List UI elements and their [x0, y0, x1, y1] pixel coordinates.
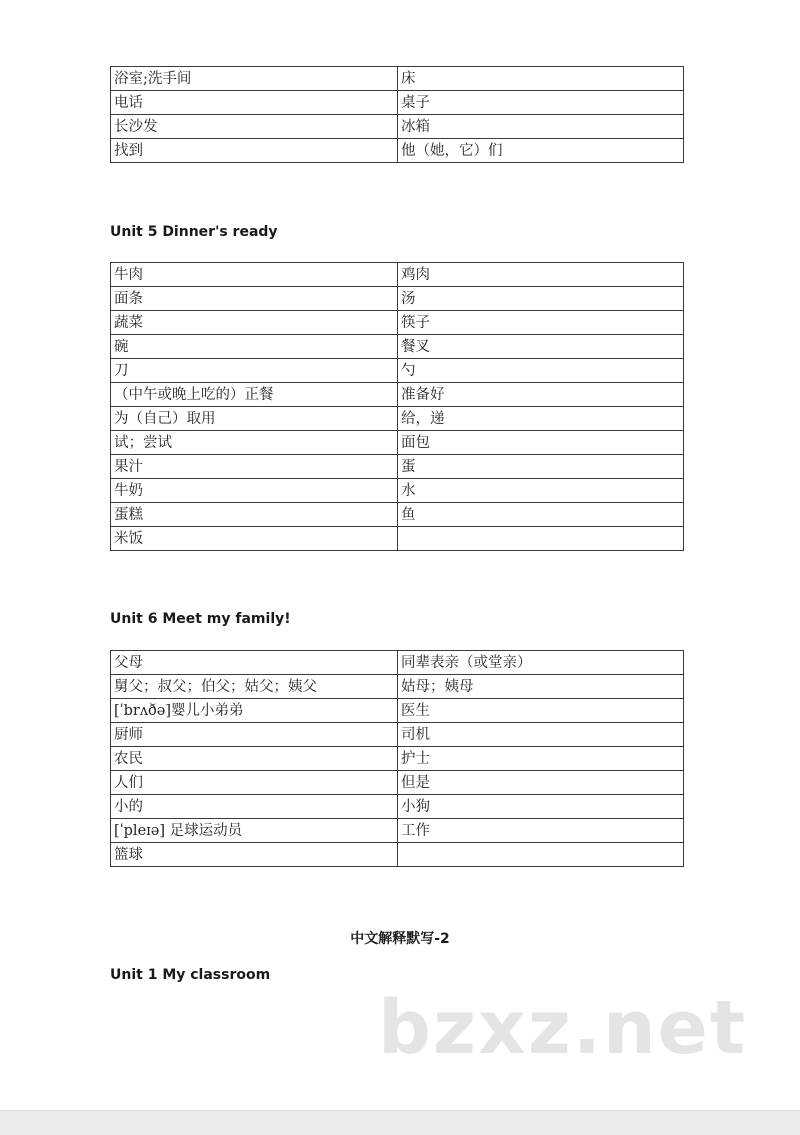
table-row	[111, 819, 684, 843]
table-cell-left: [ˈpleɪə] 足球运动员	[111, 819, 398, 843]
table-row	[111, 287, 684, 311]
table-cell-left: 面条	[111, 287, 398, 311]
watermark: bzxz.net	[378, 985, 748, 1071]
table-row	[111, 139, 684, 163]
table-row	[111, 723, 684, 747]
table-cell-left: 蔬菜	[111, 311, 398, 335]
table-row	[111, 455, 684, 479]
table-cell-right: 桌子	[398, 91, 684, 115]
table-cell-left: 浴室;洗手间	[111, 67, 398, 91]
table-cell-right: 但是	[398, 771, 684, 795]
table-row	[111, 311, 684, 335]
vocab-table-previous-unit	[110, 66, 684, 163]
table-row	[111, 335, 684, 359]
table-cell-left: 牛奶	[111, 479, 398, 503]
table-cell-left: 碗	[111, 335, 398, 359]
unit1-heading: Unit 1 My classroom	[110, 967, 271, 983]
table-cell-right: 勺	[398, 359, 684, 383]
table-cell-left: 厨师	[111, 723, 398, 747]
table-cell-right: 工作	[398, 819, 684, 843]
table-row	[111, 359, 684, 383]
table-cell-left: 篮球	[111, 843, 398, 867]
table-row	[111, 91, 684, 115]
table-cell-right: 水	[398, 479, 684, 503]
table-cell-left: 人们	[111, 771, 398, 795]
table-cell-right	[398, 843, 684, 867]
table-row	[111, 675, 684, 699]
table-cell-right: 筷子	[398, 311, 684, 335]
table-row	[111, 843, 684, 867]
table-row	[111, 407, 684, 431]
table-cell-left: 为（自己）取用	[111, 407, 398, 431]
table-row	[111, 527, 684, 551]
table-cell-right: 面包	[398, 431, 684, 455]
table-cell-right: 他（她，它）们	[398, 139, 684, 163]
vocab-table-unit6	[110, 650, 684, 867]
table-cell-right: 冰箱	[398, 115, 684, 139]
table-cell-left: 父母	[111, 651, 398, 675]
table-row	[111, 795, 684, 819]
table-cell-left: 蛋糕	[111, 503, 398, 527]
table-cell-right: 同辈表亲（或堂亲）	[398, 651, 684, 675]
table-cell-right: 给，递	[398, 407, 684, 431]
table-row	[111, 67, 684, 91]
table-row	[111, 651, 684, 675]
table-cell-left: 舅父；叔父；伯父；姑父；姨父	[111, 675, 398, 699]
page-bottom-edge	[0, 1110, 800, 1135]
table-cell-left: 找到	[111, 139, 398, 163]
unit6-heading: Unit 6 Meet my family!	[110, 611, 291, 627]
table-cell-right: 鱼	[398, 503, 684, 527]
table-cell-right: 小狗	[398, 795, 684, 819]
table-row	[111, 263, 684, 287]
section-title: 中文解释默写-2	[350, 931, 450, 947]
table-cell-left: 牛肉	[111, 263, 398, 287]
table-cell-right: 医生	[398, 699, 684, 723]
table-cell-left: 米饭	[111, 527, 398, 551]
table-row	[111, 747, 684, 771]
table-row	[111, 479, 684, 503]
vocab-table-unit5	[110, 262, 684, 551]
table-row	[111, 431, 684, 455]
table-cell-left: 试；尝试	[111, 431, 398, 455]
table-cell-right: 汤	[398, 287, 684, 311]
table-cell-right	[398, 527, 684, 551]
table-row	[111, 503, 684, 527]
table-cell-left: 农民	[111, 747, 398, 771]
unit5-heading: Unit 5 Dinner's ready	[110, 224, 278, 240]
table-row	[111, 699, 684, 723]
table-cell-right: 姑母；姨母	[398, 675, 684, 699]
table-cell-right: 鸡肉	[398, 263, 684, 287]
table-cell-right: 护士	[398, 747, 684, 771]
table-cell-right: 准备好	[398, 383, 684, 407]
table-cell-right: 司机	[398, 723, 684, 747]
table-cell-left: [ˈbrʌðə]婴儿小弟弟	[111, 699, 398, 723]
table-cell-right: 蛋	[398, 455, 684, 479]
table-cell-right: 餐叉	[398, 335, 684, 359]
table-cell-left: 刀	[111, 359, 398, 383]
table-cell-left: 长沙发	[111, 115, 398, 139]
table-cell-left: 果汁	[111, 455, 398, 479]
table-row	[111, 771, 684, 795]
table-row	[111, 115, 684, 139]
table-cell-right: 床	[398, 67, 684, 91]
table-cell-left: 电话	[111, 91, 398, 115]
table-row	[111, 383, 684, 407]
table-cell-left: 小的	[111, 795, 398, 819]
table-cell-left: （中午或晚上吃的）正餐	[111, 383, 398, 407]
